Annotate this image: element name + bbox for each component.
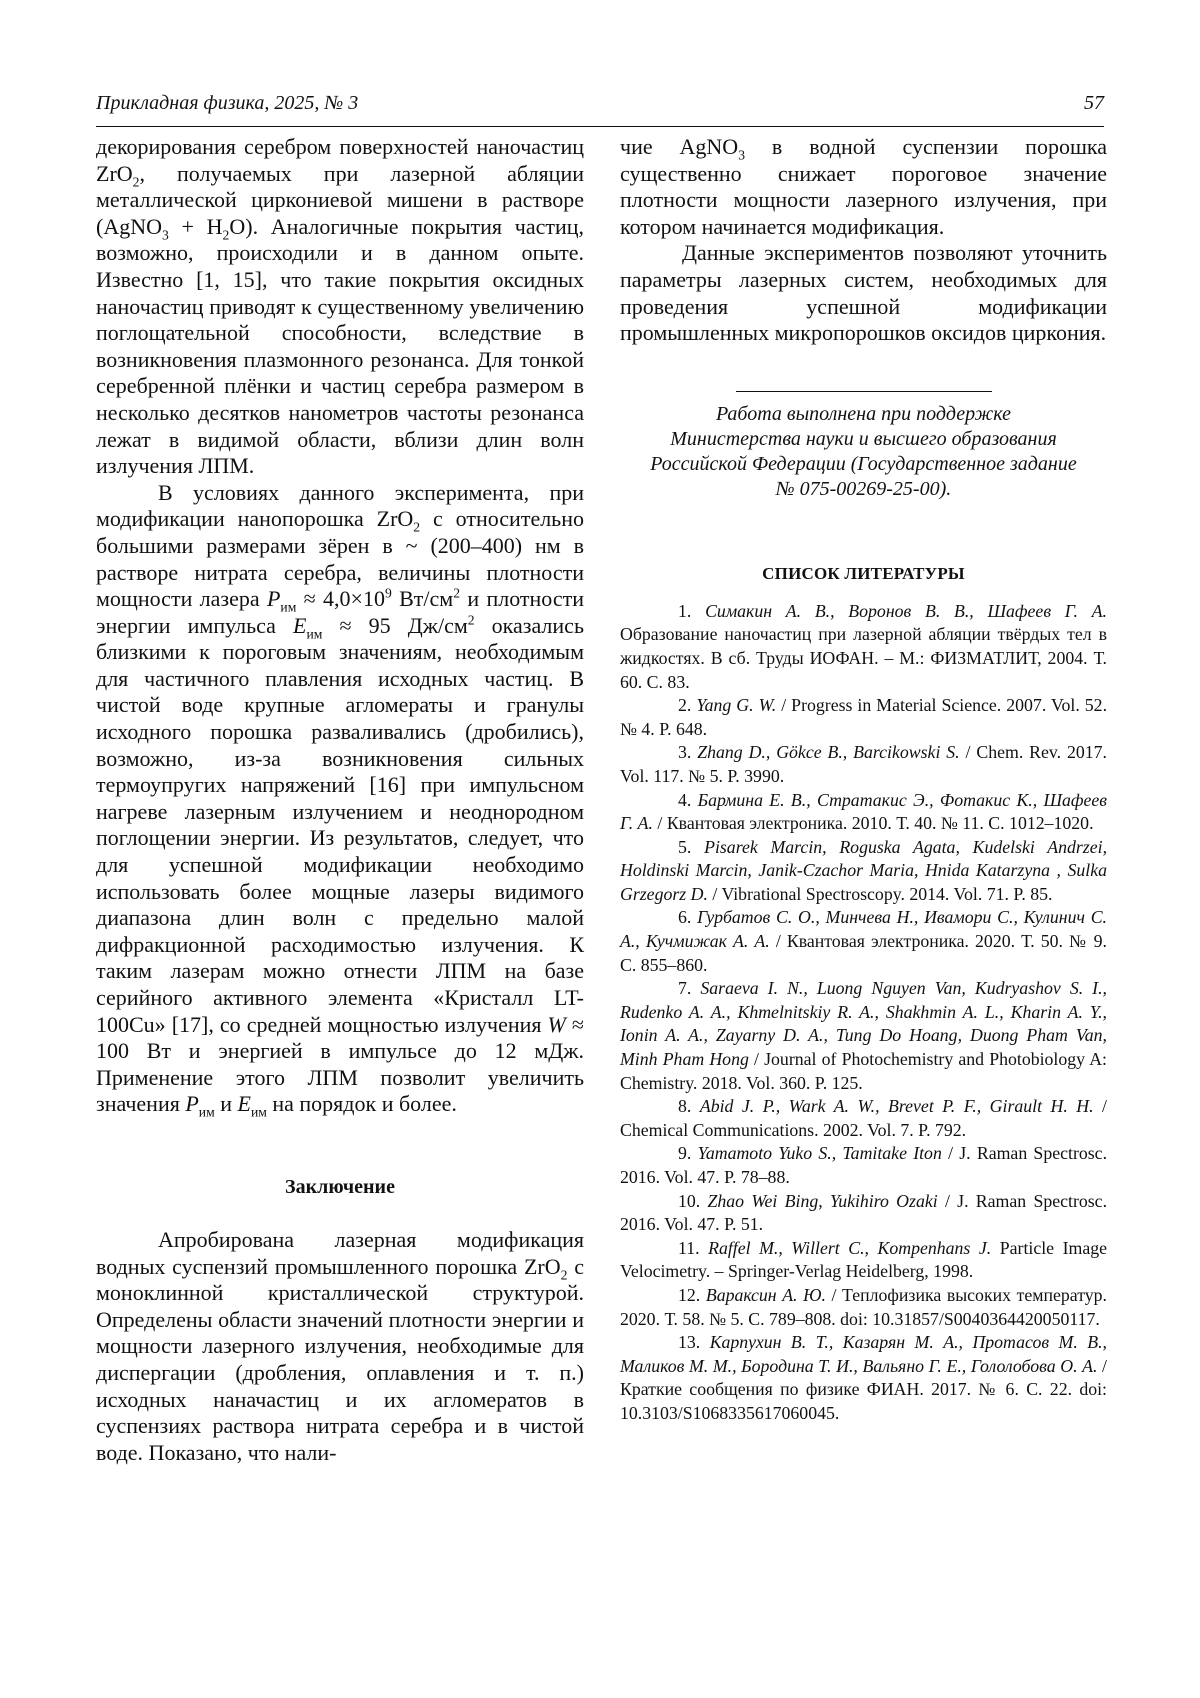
reference-source: / Progress in Material Science. 2007. Vol. 52. № 4. P. 648. [620, 695, 1108, 739]
reference-authors: Zhang D., Gökce B., Barcikowski S. [697, 742, 960, 763]
reference-source: / J. Raman Spectrosc. 2016. Vol. 47. P. 51. [620, 1190, 1108, 1235]
reference-item [620, 1237, 1107, 1284]
paragraph-continued: декорирования серебром поверхностей наночастиц ZrO$_2$, получаемых при лазерной абляции металлической циркониевой мишени в растворе (AgNO$_3$ + $H_2O$). Аналогичные покрытия частиц, возможно, происходили и в данном опыте. Известно [1, 15], что такие покрытия оксидных наночастиц приводят к существенному увеличению поглощательной способности, вследствие в возникновения плазмонного резонанса. Для тонкой серебренной плёнки и частиц серебра размером в несколько десятков нанометров частоты резонанса лежат в видимой области, вблизи длин волн излучения ЛПМ. [96, 134, 585, 479]
reference-number: 10. [678, 1190, 708, 1211]
conclusion-heading: Заключение [285, 1175, 395, 1198]
journal-title: Прикладная физика, 2025, № 3 [96, 92, 359, 114]
reference-source: / Краткие сообщения по физике ФИАН. 2017. № 6. С. 22. doi: 10.3103/S1068335617060045. [620, 1355, 1107, 1423]
reference-source: / Квантовая электроника. 2020. Т. 50. № 9. С. 855–860. [620, 931, 1108, 975]
reference-item [620, 789, 1107, 836]
reference-item [620, 906, 1107, 977]
reference-item [620, 694, 1107, 741]
funding-line: Министерства науки и высшего образования [670, 427, 1057, 450]
reference-source: Particle Image Velocimetry. – Springer-Verlag Heidelberg, 1998. [620, 1237, 1107, 1282]
reference-source: / Chem. Rev. 2017. Vol. 117. № 5. P. 3990. [620, 742, 1107, 786]
reference-item [620, 836, 1107, 907]
page-number: 57 [1084, 92, 1104, 114]
paragraph-experiment-data: Данные экспериментов позволяют уточнить параметры лазерных систем, необходимых для проведения успешной модификации промышленных микропорошков оксидов циркония. [620, 240, 1107, 346]
references-heading: СПИСОК ЛИТЕРАТУРЫ [762, 563, 965, 583]
reference-item [620, 741, 1107, 788]
reference-item [620, 1284, 1107, 1331]
reference-item [620, 1095, 1107, 1142]
reference-number: 4. [678, 789, 698, 810]
reference-authors: Бармина Е. В., Стратакис Э., Фотакис К., Шафеев Г. А. [620, 789, 1108, 834]
funding-line: Работа выполнена при поддержке [715, 402, 1012, 425]
reference-number: 1. [678, 600, 706, 621]
running-head [96, 92, 1104, 124]
reference-source: / Vibrational Spectroscopy. 2014. Vol. 71. P. 85. [707, 883, 1053, 904]
reference-number: 8. [678, 1096, 700, 1117]
reference-authors: Yamamoto Yuko S., Tamitake Iton [697, 1143, 942, 1164]
reference-source: / J. Raman Spectrosc. 2016. Vol. 47. P. 78–88. [620, 1143, 1108, 1187]
reference-item [620, 1331, 1107, 1425]
reference-number: 13. [678, 1332, 710, 1353]
reference-number: 2. [678, 695, 697, 716]
reference-item [620, 1190, 1107, 1237]
reference-number: 11. [678, 1237, 709, 1258]
reference-authors: Симакин А. В., Воронов В. В., Шафеев Г. А. [705, 600, 1107, 621]
reference-item [620, 1142, 1107, 1189]
funding-note [620, 402, 1107, 502]
reference-authors: Raffel M., Willert C., Kompenhans J. [708, 1237, 992, 1258]
funding-rule [736, 391, 992, 392]
funding-line: Российской Федерации (Государственное задание [650, 452, 1077, 475]
left-column [96, 134, 584, 1466]
reference-source: / Теплофизика высоких температур. 2020. Т. 58. № 5. С. 789–808. doi: 10.31857/S0040364420050117. [620, 1284, 1107, 1329]
reference-number: 12. [678, 1284, 706, 1305]
reference-number: 9. [678, 1143, 698, 1164]
reference-source: / Квантовая электроника. 2010. Т. 40. № 11. С. 1012–1020. [652, 813, 1094, 834]
reference-authors: Yang G. W. [696, 695, 777, 716]
reference-item [620, 600, 1107, 694]
reference-number: 5. [678, 836, 705, 857]
reference-authors: Карпухин В. Т., Казарян М. А., Протасов М. В., Маликов М. М., Бородина Т. И., Вальяно Г. Е., Гололобова О. А. [620, 1332, 1107, 1376]
reference-item [620, 977, 1107, 1095]
reference-source: Образование наночастиц при лазерной абляции твёрдых тел в жидкостях. В сб. Труды ИОФАН. – М.: ФИЗМАТЛИТ, 2004. Т. 60. С. 83. [620, 624, 1107, 692]
references-list [620, 600, 1107, 1426]
funding-line: № 075-00269-25-00). [775, 477, 952, 500]
reference-authors: Abid J. P., Wark A. W., Brevet P. F., Girault H. H. [699, 1096, 1094, 1117]
paragraph-conclusion: Апробирована лазерная модификация водных суспензий промышленного порошка ZrO$_2$ с моноклинной кристаллической структурой. Определены области значений плотности энергии и мощности лазерного излучения, необходимые для диспергации (дробления, оплавления и т. п.) исходных наначастиц и их агломератов в суспензиях раствора нитрата серебра и в чистой воде. Показано, что нали- [96, 1226, 585, 1465]
paragraph-experiment-conditions: В условиях данного эксперимента, при модификации нанопорошка ZrO$_2$ с относительно большими размерами зёрен в ~ (200–400) нм в растворе нитрата серебра, величины плотности мощности лазера $P_{им} \approx 4,0\times 10^9$ $Вт/см^2$ и плотности энергии импульса $E_{им} \approx 95$ $Дж/см^2$ оказались близкими к пороговым значениям, необходимым для частичного плавления исходных частиц. В чистой воде крупные агломераты и гранулы исходного порошка разваливались (дробились), возможно, из-за возникновения сильных термоупругих напряжений [16] при импульсном нагреве лазерным излучением и неоднородном поглощении энергии. Из результатов, следует, что для успешной модификации необходимо использовать более мощные лазеры видимого диапазона длин волн с предельно малой дифракционной расходимостью излучения. К таким лазерам можно отнести ЛПМ на базе серийного активного элемента «Кристалл LT-100Cu» [17], со средней мощностью излучения W ≈ 100 Вт и энергией в импульсе до 12 мДж. Применение этого ЛПМ позволит увеличить значения $P_{им}$ и $E_{им}$ на порядок и более. [96, 479, 584, 1120]
reference-authors: Гурбатов С. О., Минчева Н., Ивамори С., Кулинич С. А., Кучмижак А. А. [620, 907, 1107, 952]
reference-authors: Вараксин А. Ю. [705, 1284, 826, 1305]
reference-number: 7. [678, 978, 701, 999]
header-rule [96, 126, 1104, 127]
right-column [620, 134, 1107, 1426]
reference-source: / Journal of Photochemistry and Photobiology A: Chemistry. 2018. Vol. 360. P. 125. [620, 1049, 1107, 1093]
reference-source: / Chemical Communications. 2002. Vol. 7. P. 792. [620, 1096, 1107, 1140]
reference-authors: Saraeva I. N., Luong Nguyen Van, Kudryashov S. I., Rudenko A. A., Khmelnitskiy R. A., Shakhmin A. L., Kharin A. Y., Ionin A. A., Zayarny D. A., Tung Do Hoang, Duong Pham Van, Minh Pham Hong [620, 978, 1107, 1070]
reference-number: 6. [678, 907, 698, 928]
reference-authors: Zhao Wei Bing, Yukihiro Ozaki [707, 1190, 938, 1211]
paragraph-conclusion-continued: чие AgNO$_3$ в водной суспензии порошка существенно снижает пороговое значение плотности мощности лазерного излучения, при котором начинается модификация. [620, 134, 1108, 239]
reference-authors: Pisarek Marcin, Roguska Agata, Kudelski Andrzei, Holdinski Marcin, Janik-Czachor Maria, Hnida Katarzyna , Sulka Grzegorz D. [620, 836, 1108, 904]
reference-number: 3. [678, 742, 698, 763]
